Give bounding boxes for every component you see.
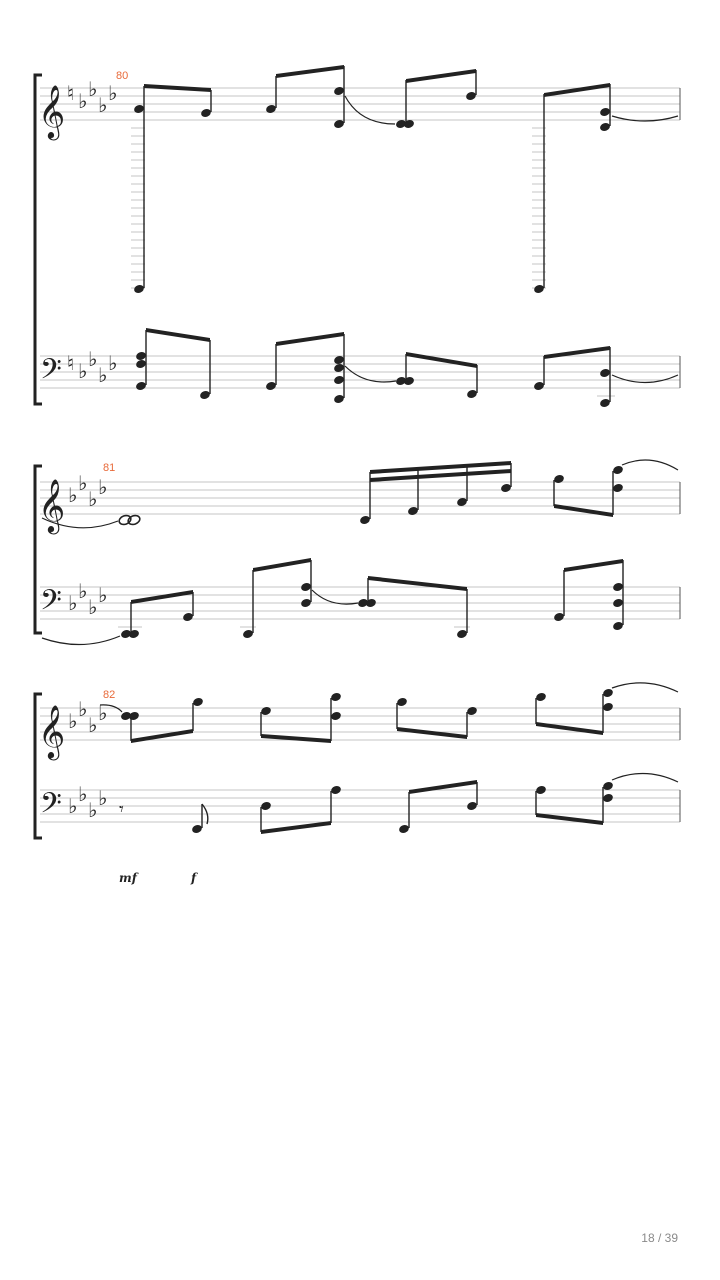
dynamic-f: f (191, 871, 197, 885)
svg-text:♭: ♭ (98, 93, 108, 117)
svg-text:♭: ♭ (98, 475, 108, 499)
svg-text:♭: ♭ (98, 701, 108, 725)
bass-clef-icon: 𝄢 (40, 787, 62, 827)
measure-number-81: 81 (103, 462, 116, 474)
eighth-rest-icon: 𝄾 (119, 799, 124, 820)
svg-text:♭: ♭ (98, 583, 108, 607)
bass-staff (40, 790, 680, 822)
measure-number-80: 80 (116, 70, 129, 82)
treble-staff (40, 88, 680, 120)
system-2 (35, 460, 680, 644)
svg-text:♮: ♮ (67, 351, 75, 375)
svg-text:♭: ♭ (98, 363, 108, 387)
bass-notes-m81 (42, 558, 624, 645)
measure-number-82: 82 (103, 689, 116, 701)
svg-text:♭: ♭ (88, 487, 98, 511)
svg-text:♭: ♭ (78, 89, 88, 113)
svg-text:♭: ♭ (78, 782, 88, 806)
bass-key-signature (67, 347, 117, 387)
svg-text:♭: ♭ (108, 81, 118, 105)
svg-text:♭: ♭ (98, 786, 108, 810)
treble-notes-m80 (133, 65, 678, 294)
bass-notes-m82 (119, 773, 678, 834)
treble-clef-icon: 𝄞 (38, 704, 66, 758)
system-3 (35, 683, 680, 838)
treble-clef-icon: 𝄞 (38, 84, 66, 138)
bass-key-signature (68, 782, 107, 822)
treble-clef-icon: 𝄞 (38, 478, 66, 532)
system-1 (35, 65, 680, 408)
ledger-lines (131, 128, 546, 288)
page-indicator: 18 / 39 (641, 1231, 678, 1245)
svg-text:♮: ♮ (67, 81, 75, 105)
treble-notes-m81 (42, 460, 678, 528)
svg-text:♭: ♭ (78, 697, 88, 721)
svg-text:♭: ♭ (68, 591, 78, 615)
key-signature (68, 697, 107, 737)
key-signature (68, 471, 107, 511)
svg-text:♭: ♭ (108, 351, 118, 375)
key-signature (67, 77, 117, 117)
bass-clef-icon: 𝄢 (40, 584, 62, 624)
dynamics (119, 871, 198, 885)
svg-text:♭: ♭ (88, 347, 98, 371)
svg-text:♭: ♭ (88, 713, 98, 737)
bass-clef-icon: 𝄢 (40, 353, 62, 393)
svg-text:♭: ♭ (78, 579, 88, 603)
svg-text:♭: ♭ (78, 359, 88, 383)
bass-key-signature (68, 579, 107, 619)
svg-text:♭: ♭ (78, 471, 88, 495)
svg-text:♭: ♭ (68, 709, 78, 733)
svg-text:♭: ♭ (68, 483, 78, 507)
svg-text:♭: ♭ (88, 595, 98, 619)
svg-text:♭: ♭ (88, 798, 98, 822)
svg-text:♭: ♭ (88, 77, 98, 101)
bass-staff (40, 356, 680, 388)
treble-notes-m82 (100, 683, 678, 743)
dynamic-mf: mf (119, 871, 137, 885)
svg-text:♭: ♭ (68, 794, 78, 818)
bass-notes-m80 (135, 328, 678, 408)
